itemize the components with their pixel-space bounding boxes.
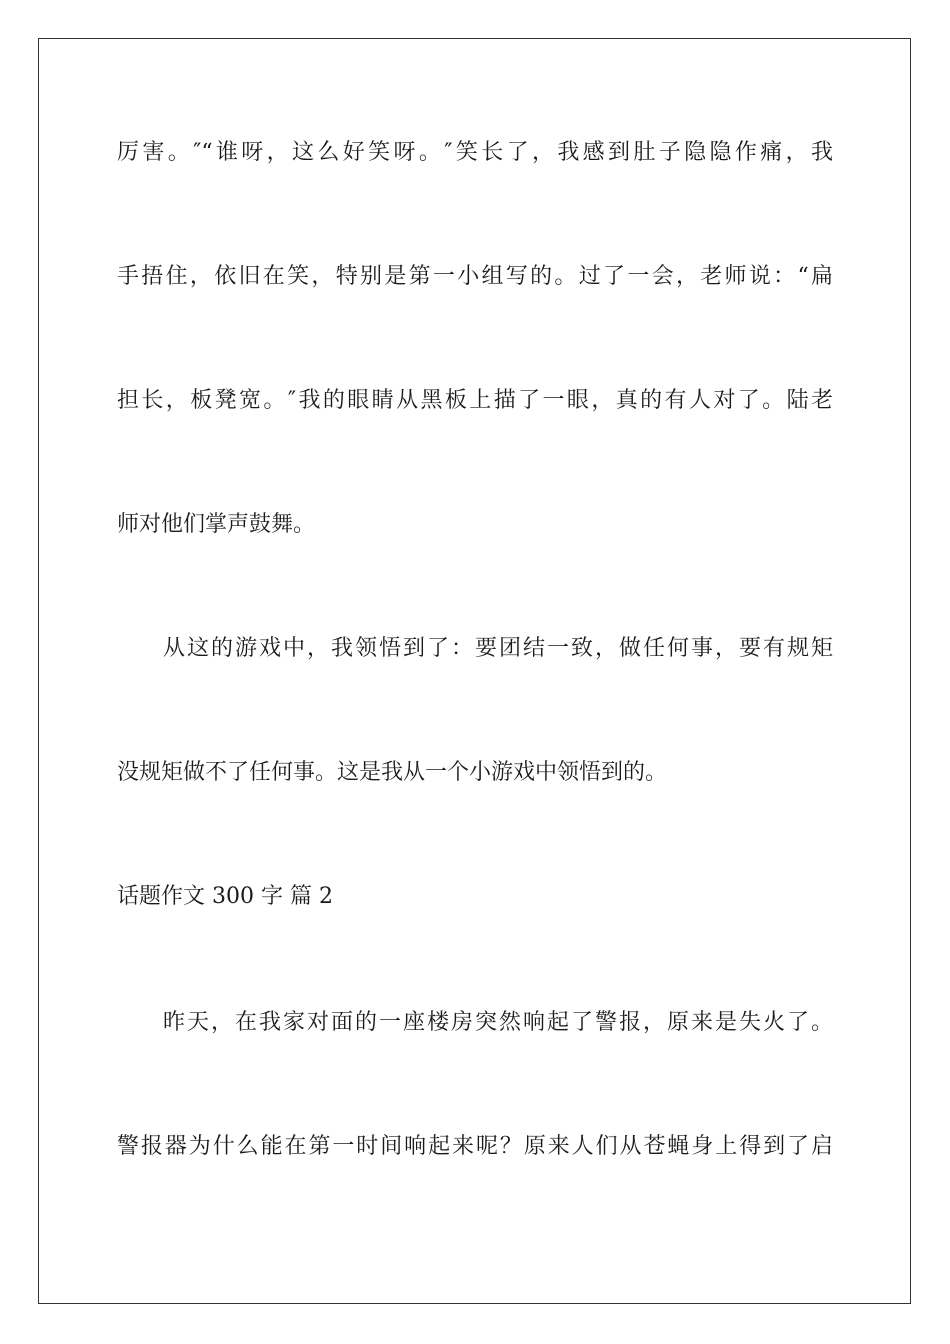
page-frame bbox=[38, 38, 911, 1304]
paragraph-line-7: 昨天，在我家对面的一座楼房突然响起了警报，原来是失火了。 bbox=[163, 1010, 833, 1035]
paragraph-line-1: 厉害。″“谁呀，这么好笑呀。″笑长了，我感到肚子隐隐作痛，我 bbox=[117, 140, 833, 165]
paragraph-line-6: 没规矩做不了任何事。这是我从一个小游戏中领悟到的。 bbox=[117, 760, 668, 785]
paragraph-line-5: 从这的游戏中，我领悟到了：要团结一致，做任何事，要有规矩 bbox=[163, 636, 833, 661]
paragraph-line-4: 师对他们掌声鼓舞。 bbox=[117, 512, 316, 537]
paragraph-line-8: 警报器为什么能在第一时间响起来呢？原来人们从苍蝇身上得到了启 bbox=[117, 1134, 833, 1159]
paragraph-line-3: 担长，板凳宽。″我的眼睛从黑板上描了一眼，真的有人对了。陆老 bbox=[117, 388, 833, 413]
section-heading: 话题作文 300 字 篇 2 bbox=[117, 884, 333, 909]
paragraph-line-2: 手捂住，依旧在笑，特别是第一小组写的。过了一会，老师说：“扁 bbox=[117, 264, 833, 289]
